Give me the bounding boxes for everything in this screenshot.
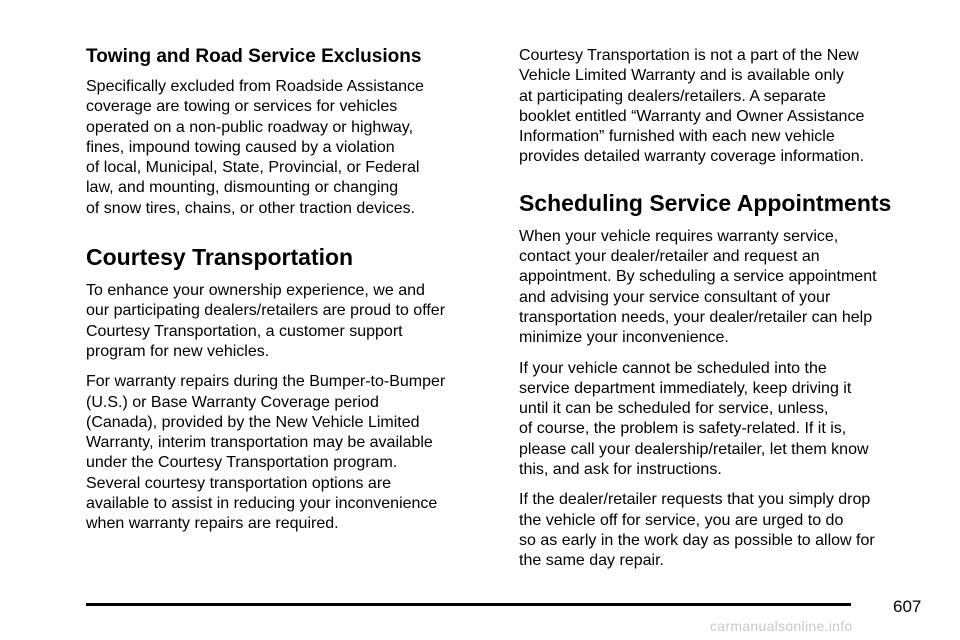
scheduling-paragraph-3: If the dealer/retailer requests that you simply drop the vehicle off for service, you are urged to do so as early in the work day as possible to allow for the same day repair.: [519, 491, 875, 570]
courtesy-heading: Courtesy Transportation: [86, 244, 354, 271]
page-number: 607: [893, 597, 922, 616]
footer-rule: [86, 603, 851, 606]
courtesy-paragraph-3: Courtesy Transportation is not a part of the New Vehicle Limited Warranty and is available only at participating dealers/retailers. A separate booklet entitled “Warranty and Owner Assistance Information” furnished with each new vehicle provides detailed warranty coverage information.: [519, 47, 865, 166]
scheduling-paragraph-2: If your vehicle cannot be scheduled into the service department immediately, keep driving it until it can be scheduled for service, unless, of course, the problem is safety-related. If it is, please call your dealership/retailer, let them know this, and ask for instructions.: [519, 359, 869, 479]
towing-paragraph: Specifically excluded from Roadside Assistance coverage are towing or services for vehicles operated on a non-public roadway or highway, fines, impound towing caused by a violation of local, Municipal, State, Provincial, or Federal law, and mounting, dismounting or changing of snow tires, chains, or other traction devices.: [86, 78, 424, 217]
right-column: [519, 46, 931, 582]
towing-heading: Towing and Road Service Exclusions: [86, 46, 422, 67]
left-column: [86, 40, 504, 545]
watermark: carmanualsonline.info: [710, 618, 853, 634]
courtesy-paragraph-1: To enhance your ownership experience, we and our participating dealers/retailers are proud to offer Courtesy Transportation, a customer support program for new vehicles.: [86, 282, 446, 360]
scheduling-paragraph-1: When your vehicle requires warranty service, contact your dealer/retailer and request an appointment. By scheduling a service appointment and advising your service consultant of your transportation needs, your dealer/retailer can help minimize your inconvenience.: [519, 227, 877, 347]
courtesy-paragraph-2: For warranty repairs during the Bumper-to-Bumper (U.S.) or Base Warranty Coverage period (Canada), provided by the New Vehicle Limited Warranty, interim transportation may be available under the Courtesy Transportation program. Several courtesy transportation options are available to assist in reducing your inconvenience when warranty repairs are required.: [86, 373, 446, 533]
scheduling-heading: Scheduling Service Appointments: [519, 189, 892, 216]
